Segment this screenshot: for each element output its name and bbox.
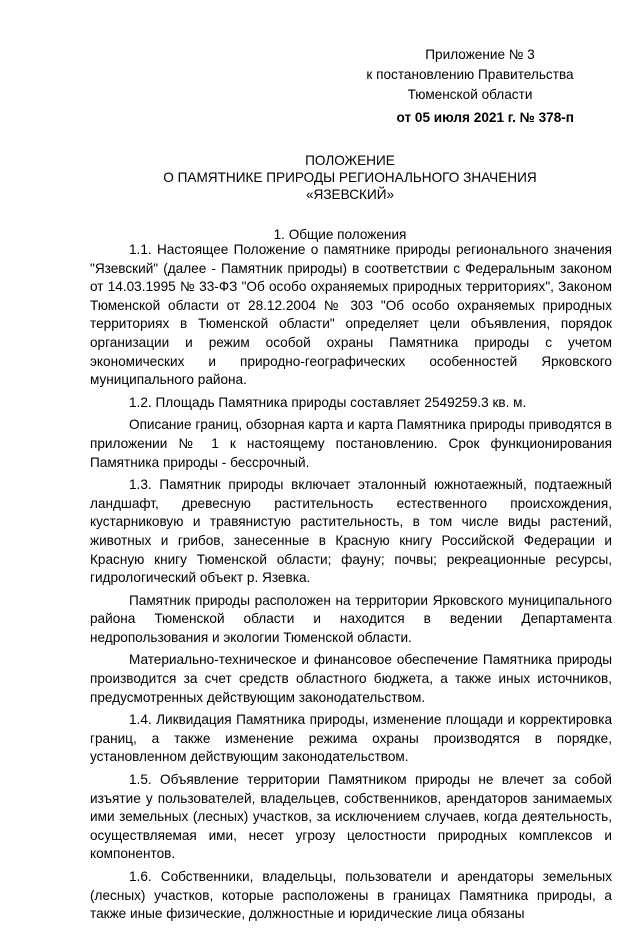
appendix-number: Приложение № 3 (425, 47, 535, 62)
paragraph: 1.1. Настоящее Положение о памятнике природы регионального значения "Язевский" (далее - Памятник природы) в соответствии с Федеральным законом от 14.03.1995 № 33-ФЗ "Об особо охраняемых природных территориях", Законом Тюменской области от 28.12.2004 № 303 "Об особо охраняемых природных территориях в Тюменской области" определяет цели объявления, порядок организации и режим особой охраны Памятника природы с учетом экономических и природно-географических особенностей Ярковского муниципального района. (90, 242, 612, 388)
title-line-2: О ПАМЯТНИКЕ ПРИРОДЫ РЕГИОНАЛЬНОГО ЗНАЧЕНИЯ (163, 170, 537, 185)
paragraph: 1.3. Памятник природы включает эталонный южнотаежный, подтаежный ландшафт, древесную растительность естественного происхождения, кустарниковую и травянистую растительность, в том числе виды растений, животных и грибов, занесенные в Красную книгу Российской Федерации и Красную книгу Тюменской области; фауну; почвы; рекреационные ресурсы, гидрологический объект р. Язевка. (90, 477, 612, 586)
approval-block (340, 45, 600, 128)
paragraph: Описание границ, обзорная карта и карта Памятника природы приводятся в приложении № 1 к настоящему постановлению. Срок функционирования Памятника природы - бессрочный. (90, 417, 612, 470)
title-line-3: «ЯЗЕВСКИЙ» (305, 187, 395, 202)
document-title (0, 152, 640, 203)
paragraph: 1.2. Площадь Памятника природы составляет 2549259.3 кв. м. (129, 394, 527, 410)
paragraph: 1.6. Собственники, владельцы, пользователи и арендаторы земельных (лесных) участков, которые расположены в границах Памятника природы, а также иные физические, должностные и юридические лица обязаны (90, 869, 612, 922)
appendix-region: Тюменской области (407, 87, 533, 102)
section-body (90, 241, 612, 928)
title-line-1: ПОЛОЖЕНИЕ (305, 153, 395, 168)
paragraph: Памятник природы расположен на территории Ярковского муниципального района Тюменской области и находится в ведении Департамента недропользования и экологии Тюменской области. (90, 592, 612, 645)
paragraph: Материально-техническое и финансовое обеспечение Памятника природы производится за счет средств областного бюджета, а также иных источников, предусмотренных действующим законодательством. (90, 652, 612, 705)
section-heading: 1. Общие положения (273, 227, 407, 242)
appendix-decree-ref: к постановлению Правительства (366, 67, 574, 82)
appendix-date-number: от 05 июля 2021 г. № 378-п (396, 110, 574, 125)
paragraph: 1.5. Объявление территории Памятником природы не влечет за собой изъятие у пользователей, владельцев, собственников, арендаторов занимаемых ими земельных (лесных) участков, за исключением случаев, когда деятельность, осуществляемая ими, несет угрозу целостности природных комплексов и компонентов. (90, 772, 612, 862)
paragraph: 1.4. Ликвидация Памятника природы, изменение площади и корректировка границ, а также изменение режима охраны производятся в порядке, установленном действующим законодательством. (90, 712, 612, 765)
